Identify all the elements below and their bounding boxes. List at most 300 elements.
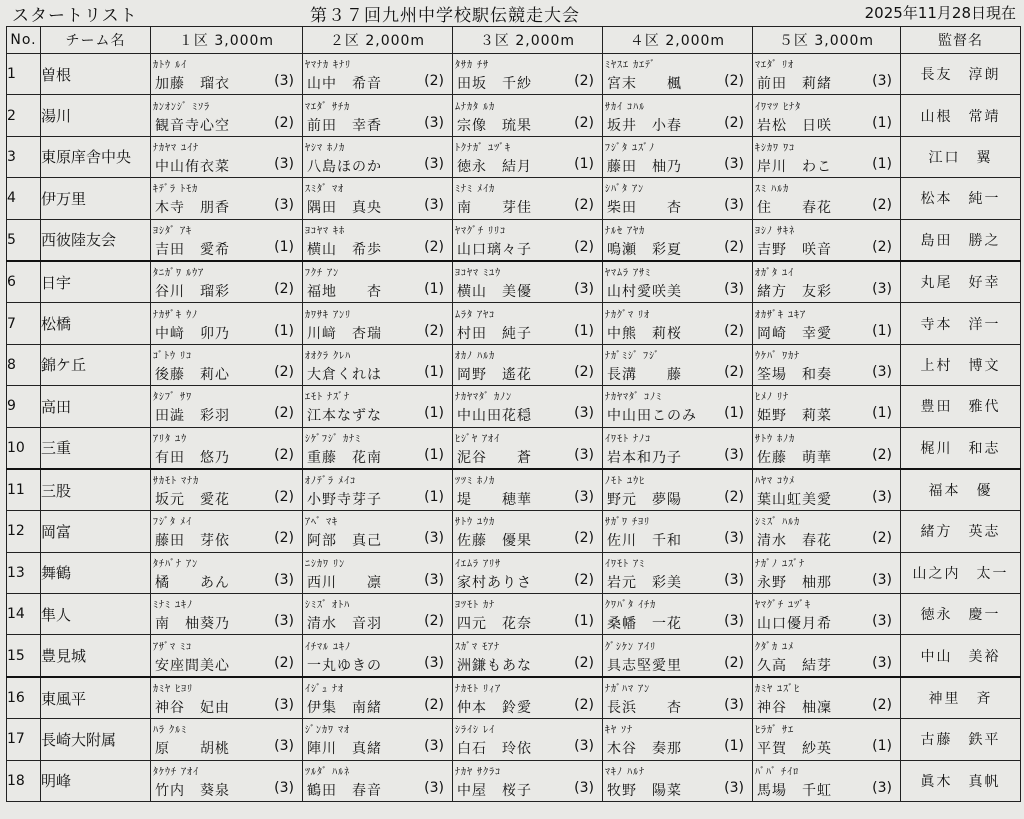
row-number: 2 (7, 95, 41, 136)
runner-cell-leg2 (303, 469, 453, 511)
runner-name: 堤 穂華 (457, 492, 532, 509)
runner-grade: (3) (724, 197, 744, 214)
runner-name: 谷川 瑠彩 (155, 284, 230, 301)
runner-entry (303, 178, 452, 218)
runner-cell-leg2 (303, 344, 453, 385)
runner-entry (603, 594, 752, 634)
runner-grade: (2) (274, 530, 294, 547)
runner-cell-leg1 (151, 344, 303, 385)
runner-grade: (3) (274, 613, 294, 630)
runner-kana: ﾔﾏｸﾞﾁ ﾕﾂﾞｷ (755, 600, 812, 612)
runner-name: 加藤 瑠衣 (155, 76, 230, 93)
team-name: 高田 (41, 386, 151, 427)
runner-kana: ｻﾄｳ ﾕｳｶ (455, 517, 496, 529)
runner-entry (603, 178, 752, 218)
runner-entry (151, 262, 302, 302)
runner-name: 坂元 愛花 (155, 492, 230, 509)
runner-grade: (2) (872, 530, 892, 547)
runner-cell-leg1 (151, 261, 303, 303)
runner-name: 原 胡桃 (155, 741, 230, 758)
runner-cell-leg4 (603, 386, 753, 427)
runner-name: 前田 莉緒 (757, 76, 832, 93)
runner-kana: ﾔﾏﾅｶ ｷﾅﾘ (305, 60, 352, 72)
coach-name: 寺本 洋一 (901, 303, 1021, 344)
runner-cell-leg2 (303, 635, 453, 677)
runner-entry (303, 678, 452, 718)
runner-cell-leg5 (753, 719, 901, 760)
runner-grade: (2) (274, 489, 294, 506)
runner-cell-leg4 (603, 54, 753, 95)
document-label: スタートリスト (12, 6, 138, 26)
runner-name: 佐川 千和 (607, 533, 682, 550)
runner-grade: (2) (574, 73, 594, 90)
runner-cell-leg4 (603, 594, 753, 635)
runner-entry (151, 178, 302, 218)
row-number: 11 (7, 469, 41, 511)
runner-cell-leg1 (151, 594, 303, 635)
row-number: 17 (7, 719, 41, 760)
runner-name: 田坂 千紗 (457, 76, 532, 93)
coach-name: 古藤 鉄平 (901, 719, 1021, 760)
runner-entry (303, 54, 452, 94)
runner-kana: ﾏｴﾀﾞ ｻﾁｶ (305, 101, 351, 113)
runner-entry (151, 594, 302, 634)
runner-name: 岩元 彩美 (607, 574, 682, 591)
coach-name: 上村 博文 (901, 344, 1021, 385)
runner-cell-leg4 (603, 719, 753, 760)
row-number: 8 (7, 344, 41, 385)
runner-name: 山口璃々子 (457, 241, 532, 258)
team-name: 錦ケ丘 (41, 344, 151, 385)
runner-grade: (3) (424, 530, 444, 547)
runner-kana: ｵｵｸﾗ ｸﾚﾊ (305, 350, 352, 362)
runner-entry (603, 553, 752, 593)
runner-grade: (2) (274, 654, 294, 671)
runner-name: 重藤 花南 (307, 449, 382, 466)
row-number: 1 (7, 54, 41, 95)
runner-cell-leg5 (753, 386, 901, 427)
runner-entry (753, 594, 900, 634)
runner-grade: (3) (724, 446, 744, 463)
runner-grade: (3) (274, 571, 294, 588)
runner-entry (453, 345, 602, 385)
runner-name: 安座間美心 (155, 657, 230, 674)
runner-name: 南 柚葵乃 (155, 616, 230, 633)
runner-cell-leg3 (453, 136, 603, 177)
runner-entry (453, 511, 602, 551)
runner-entry (603, 220, 752, 260)
runner-grade: (1) (424, 489, 444, 506)
runner-grade: (3) (424, 738, 444, 755)
runner-grade: (2) (424, 238, 444, 255)
runner-cell-leg1 (151, 719, 303, 760)
runner-cell-leg5 (753, 261, 901, 303)
table-row (7, 54, 1021, 95)
runner-kana: ﾅｶﾔﾏﾀﾞ ｶﾉﾝ (455, 392, 513, 404)
runner-cell-leg3 (453, 95, 603, 136)
row-number: 16 (7, 677, 41, 719)
runner-grade: (2) (724, 114, 744, 131)
team-name: 日宇 (41, 261, 151, 303)
runner-cell-leg2 (303, 677, 453, 719)
table-row (7, 427, 1021, 469)
runner-entry (303, 761, 452, 801)
runner-grade: (3) (274, 73, 294, 90)
runner-grade: (1) (574, 322, 594, 339)
runner-kana: ｼﾐｽﾞ ｵﾄﾊ (305, 600, 351, 612)
runner-name: 牧野 陽菜 (607, 782, 682, 799)
column-header-leg3: ３区 2,000m (453, 27, 603, 54)
runner-entry (603, 678, 752, 718)
runner-kana: ﾖｼﾉ ｻｷﾈ (755, 225, 796, 237)
team-name: 長崎大附属 (41, 719, 151, 760)
runner-name: 陣川 真緒 (307, 741, 382, 758)
runner-entry (151, 345, 302, 385)
runner-name: 山中 希音 (307, 76, 382, 93)
document-header (0, 0, 1024, 24)
runner-cell-leg4 (603, 427, 753, 469)
runner-grade: (3) (872, 613, 892, 630)
runner-kana: ｱﾘﾀ ﾕｳ (153, 433, 188, 445)
runner-cell-leg5 (753, 95, 901, 136)
runner-cell-leg4 (603, 261, 753, 303)
runner-kana: ﾋｼﾞﾔ ｱｵｲ (455, 433, 501, 445)
runner-kana: ｷｼｶﾜ ﾜｺ (755, 142, 796, 154)
runner-name: 馬場 千虹 (757, 782, 832, 799)
runner-kana: ﾅｶﾞﾐｼﾞ ﾌｼﾞ (605, 350, 661, 362)
runner-kana: ﾌｼﾞﾀ ﾕｽﾞﾉ (605, 142, 656, 154)
runner-cell-leg1 (151, 760, 303, 801)
runner-name: 吉田 愛希 (155, 241, 230, 258)
table-row (7, 261, 1021, 303)
document-title: 第３７回九州中学校駅伝競走大会 (310, 6, 580, 26)
runner-cell-leg3 (453, 469, 603, 511)
runner-cell-leg1 (151, 95, 303, 136)
runner-kana: ﾀﾁﾊﾞﾅ ｱﾝ (153, 558, 199, 570)
runner-name: 長溝 藤 (607, 366, 682, 383)
runner-kana: ｼｹﾞﾌｼﾞ ｶﾅﾐ (305, 433, 362, 445)
runner-cell-leg2 (303, 303, 453, 344)
runner-grade: (1) (424, 405, 444, 422)
runner-entry (303, 470, 452, 510)
column-header-leg1: １区 3,000m (151, 27, 303, 54)
team-name: 三重 (41, 427, 151, 469)
runner-grade: (3) (274, 779, 294, 796)
runner-name: 中﨑 卯乃 (155, 325, 230, 342)
runner-grade: (2) (872, 238, 892, 255)
runner-kana: ﾀﾆｶﾞﾜ ﾙｳｱ (153, 268, 205, 280)
runner-entry (151, 761, 302, 801)
runner-cell-leg1 (151, 552, 303, 593)
runner-grade: (2) (574, 238, 594, 255)
runner-kana: ﾀｻｶ ﾁｻ (455, 60, 490, 72)
runner-grade: (2) (274, 363, 294, 380)
runner-entry (151, 54, 302, 94)
table-body (7, 54, 1021, 802)
runner-name: 前田 幸香 (307, 117, 382, 134)
runner-cell-leg2 (303, 261, 453, 303)
runner-grade: (3) (724, 530, 744, 547)
runner-cell-leg3 (453, 261, 603, 303)
table-row (7, 469, 1021, 511)
runner-kana: ﾅﾙｾ ｱﾔｶ (605, 225, 646, 237)
runner-kana: ﾆｼｶﾜ ﾘﾝ (305, 558, 346, 570)
runner-name: 西川 凛 (307, 574, 382, 591)
row-number: 15 (7, 635, 41, 677)
runner-cell-leg5 (753, 635, 901, 677)
runner-cell-leg3 (453, 719, 603, 760)
runner-cell-leg1 (151, 427, 303, 469)
table-row (7, 511, 1021, 552)
runner-grade: (2) (574, 654, 594, 671)
runner-kana: ｵｶﾞﾀ ﾕｲ (755, 268, 795, 280)
runner-cell-leg1 (151, 303, 303, 344)
runner-grade: (1) (424, 446, 444, 463)
row-number: 10 (7, 427, 41, 469)
runner-entry (453, 470, 602, 510)
runner-grade: (1) (872, 114, 892, 131)
runner-name: 阿部 真己 (307, 533, 382, 550)
runner-name: 清水 春花 (757, 533, 832, 550)
column-header-team: チーム名 (41, 27, 151, 54)
runner-entry (453, 137, 602, 177)
runner-kana: ｲﾜﾓﾄ ｱﾐ (605, 558, 646, 570)
column-header-leg4: ４区 2,000m (603, 27, 753, 54)
runner-grade: (2) (724, 654, 744, 671)
runner-grade: (2) (724, 238, 744, 255)
row-number: 4 (7, 178, 41, 219)
runner-grade: (2) (724, 73, 744, 90)
table-row (7, 552, 1021, 593)
runner-kana: ﾊﾗ ｸﾙﾐ (153, 725, 188, 737)
runner-entry (603, 137, 752, 177)
runner-cell-leg5 (753, 178, 901, 219)
runner-entry (151, 719, 302, 759)
runner-cell-leg2 (303, 136, 453, 177)
runner-name: 清水 音羽 (307, 616, 382, 633)
runner-grade: (2) (724, 322, 744, 339)
runner-cell-leg1 (151, 386, 303, 427)
table-header-row (7, 27, 1021, 54)
runner-entry (151, 511, 302, 551)
runner-name: 永野 柚那 (757, 574, 832, 591)
runner-name: 村田 純子 (457, 325, 532, 342)
runner-grade: (2) (574, 363, 594, 380)
runner-name: 仲本 鈴愛 (457, 700, 532, 717)
runner-name: 観音寺心空 (155, 117, 230, 134)
runner-kana: ｶﾜｻｷ ｱﾝﾘ (305, 309, 352, 321)
runner-entry (753, 220, 900, 260)
runner-name: 柴田 杏 (607, 200, 682, 217)
runner-entry (453, 54, 602, 94)
runner-grade: (2) (574, 197, 594, 214)
runner-entry (151, 96, 302, 136)
column-header-leg2: ２区 2,000m (303, 27, 453, 54)
runner-grade: (3) (724, 571, 744, 588)
runner-entry (303, 511, 452, 551)
runner-kana: ｶﾄｳ ﾙｲ (153, 60, 188, 72)
runner-grade: (2) (274, 405, 294, 422)
runner-entry (603, 719, 752, 759)
runner-kana: ﾏｷﾉ ﾊﾙﾅ (605, 766, 646, 778)
runner-entry (453, 428, 602, 468)
runner-cell-leg3 (453, 219, 603, 261)
runner-kana: ｷﾔ ｿﾅ (605, 725, 634, 737)
runner-entry (753, 636, 900, 676)
runner-entry (753, 470, 900, 510)
runner-name: 鳴瀬 彩夏 (607, 241, 682, 258)
runner-entry (753, 719, 900, 759)
row-number: 13 (7, 552, 41, 593)
runner-kana: ｼﾞﾝｶﾜ ﾏｵ (305, 725, 351, 737)
coach-name: 中山 美裕 (901, 635, 1021, 677)
runner-name: 宗像 琉果 (457, 117, 532, 134)
runner-grade: (2) (574, 571, 594, 588)
table-row (7, 386, 1021, 427)
runner-name: 鶴田 春音 (307, 782, 382, 799)
runner-name: 住 春花 (757, 200, 832, 217)
runner-grade: (3) (424, 571, 444, 588)
runner-grade: (3) (574, 281, 594, 298)
runner-kana: ﾊﾔﾏ ｺｳﾒ (755, 476, 796, 488)
runner-kana: ﾅｶﾞﾊﾏ ｱﾝ (605, 684, 651, 696)
runner-grade: (2) (274, 281, 294, 298)
runner-cell-leg4 (603, 219, 753, 261)
runner-entry (603, 262, 752, 302)
runner-grade: (3) (424, 654, 444, 671)
runner-cell-leg2 (303, 552, 453, 593)
runner-name: 小野寺芽子 (307, 492, 382, 509)
runner-cell-leg3 (453, 552, 603, 593)
runner-grade: (2) (424, 322, 444, 339)
runner-entry (603, 386, 752, 426)
runner-name: 家村ありさ (457, 574, 532, 591)
runner-name: 大倉くれは (307, 366, 382, 383)
runner-kana: ｲﾜﾓﾄ ﾅﾉｺ (605, 433, 652, 445)
runner-kana: ｻｶｲ ｺﾊﾙ (605, 101, 646, 113)
runner-grade: (2) (872, 446, 892, 463)
runner-name: 吉野 咲音 (757, 241, 832, 258)
runner-cell-leg4 (603, 552, 753, 593)
team-name: 明峰 (41, 760, 151, 801)
runner-entry (303, 96, 452, 136)
runner-kana: ﾅｶｻﾞｷ ｳﾉ (153, 309, 199, 321)
column-header-coach: 監督名 (901, 27, 1021, 54)
runner-grade: (3) (424, 197, 444, 214)
coach-name: 山之内 太一 (901, 552, 1021, 593)
runner-kana: ﾅｶﾔﾏﾀﾞ ｺﾉﾐ (605, 392, 663, 404)
runner-name: 神谷 柚凜 (757, 700, 832, 717)
runner-cell-leg1 (151, 178, 303, 219)
runner-kana: ﾀｼﾌﾞ ｻﾜ (153, 392, 193, 404)
runner-name: 藤田 柚乃 (607, 158, 682, 175)
runner-grade: (2) (872, 197, 892, 214)
runner-name: 隅田 真央 (307, 200, 382, 217)
runner-cell-leg2 (303, 178, 453, 219)
runner-cell-leg4 (603, 136, 753, 177)
runner-grade: (3) (274, 738, 294, 755)
runner-grade: (3) (424, 155, 444, 172)
runner-kana: ﾑﾅｶﾀ ﾙｶ (455, 101, 496, 113)
runner-name: 江本なずな (307, 408, 382, 425)
runner-entry (753, 96, 900, 136)
runner-kana: ｱﾍﾞ ﾏｷ (305, 517, 339, 529)
runner-entry (151, 553, 302, 593)
runner-cell-leg3 (453, 386, 603, 427)
runner-entry (753, 428, 900, 468)
runner-name: 徳永 結月 (457, 158, 532, 175)
runner-kana: ｽﾐﾀﾞ ﾏｵ (305, 184, 345, 196)
runner-kana: ｱｻﾞﾏ ﾐｺ (153, 641, 193, 653)
runner-entry (453, 761, 602, 801)
runner-entry (453, 220, 602, 260)
runner-kana: ﾅｶﾓﾄ ﾘｨｱ (455, 684, 502, 696)
runner-kana: ﾌｼﾞﾀ ﾒｲ (153, 517, 193, 529)
runner-name: 長浜 杏 (607, 700, 682, 717)
coach-name: 神里 斉 (901, 677, 1021, 719)
runner-entry (753, 137, 900, 177)
coach-name: 山根 常靖 (901, 95, 1021, 136)
runner-entry (603, 54, 752, 94)
runner-cell-leg4 (603, 178, 753, 219)
runner-kana: ｼﾊﾞﾀ ｱﾝ (605, 184, 645, 196)
row-number: 3 (7, 136, 41, 177)
runner-name: 南 芽佳 (457, 200, 532, 217)
runner-grade: (2) (574, 697, 594, 714)
runner-cell-leg4 (603, 635, 753, 677)
runner-cell-leg1 (151, 469, 303, 511)
runner-entry (303, 262, 452, 302)
runner-name: 横山 美優 (457, 284, 532, 301)
runner-name: 八島ほのか (307, 158, 382, 175)
runner-name: 神谷 妃由 (155, 700, 230, 717)
team-name: 舞鶴 (41, 552, 151, 593)
runner-kana: ﾂﾂﾐ ﾎﾉｶ (455, 476, 496, 488)
row-number: 18 (7, 760, 41, 801)
runner-cell-leg3 (453, 511, 603, 552)
runner-name: 岩松 日咲 (757, 117, 832, 134)
row-number: 6 (7, 261, 41, 303)
runner-name: 山村愛咲美 (607, 284, 682, 301)
runner-kana: ﾖｼﾀﾞ ｱｷ (153, 225, 193, 237)
runner-grade: (3) (724, 613, 744, 630)
runner-kana: ﾊﾞﾊﾞ ﾁｲﾛ (755, 766, 800, 778)
runner-entry (151, 428, 302, 468)
runner-grade: (3) (724, 155, 744, 172)
runner-cell-leg2 (303, 719, 453, 760)
runner-grade: (3) (724, 281, 744, 298)
coach-name: 豊田 雅代 (901, 386, 1021, 427)
runner-cell-leg5 (753, 594, 901, 635)
runner-entry (151, 470, 302, 510)
runner-cell-leg2 (303, 594, 453, 635)
runner-name: 葉山虹美愛 (757, 492, 832, 509)
runner-entry (603, 304, 752, 344)
runner-cell-leg5 (753, 760, 901, 801)
runner-name: 中山田このみ (607, 408, 697, 425)
runner-cell-leg5 (753, 427, 901, 469)
coach-name: 眞木 真帆 (901, 760, 1021, 801)
runner-kana: ﾋﾒﾉ ﾘﾅ (755, 392, 790, 404)
runner-cell-leg4 (603, 760, 753, 801)
runner-grade: (3) (574, 489, 594, 506)
team-name: 伊万里 (41, 178, 151, 219)
runner-grade: (3) (872, 571, 892, 588)
coach-name: 島田 勝之 (901, 219, 1021, 261)
runner-name: 横山 希歩 (307, 241, 382, 258)
team-name: 豊見城 (41, 635, 151, 677)
runner-cell-leg5 (753, 219, 901, 261)
